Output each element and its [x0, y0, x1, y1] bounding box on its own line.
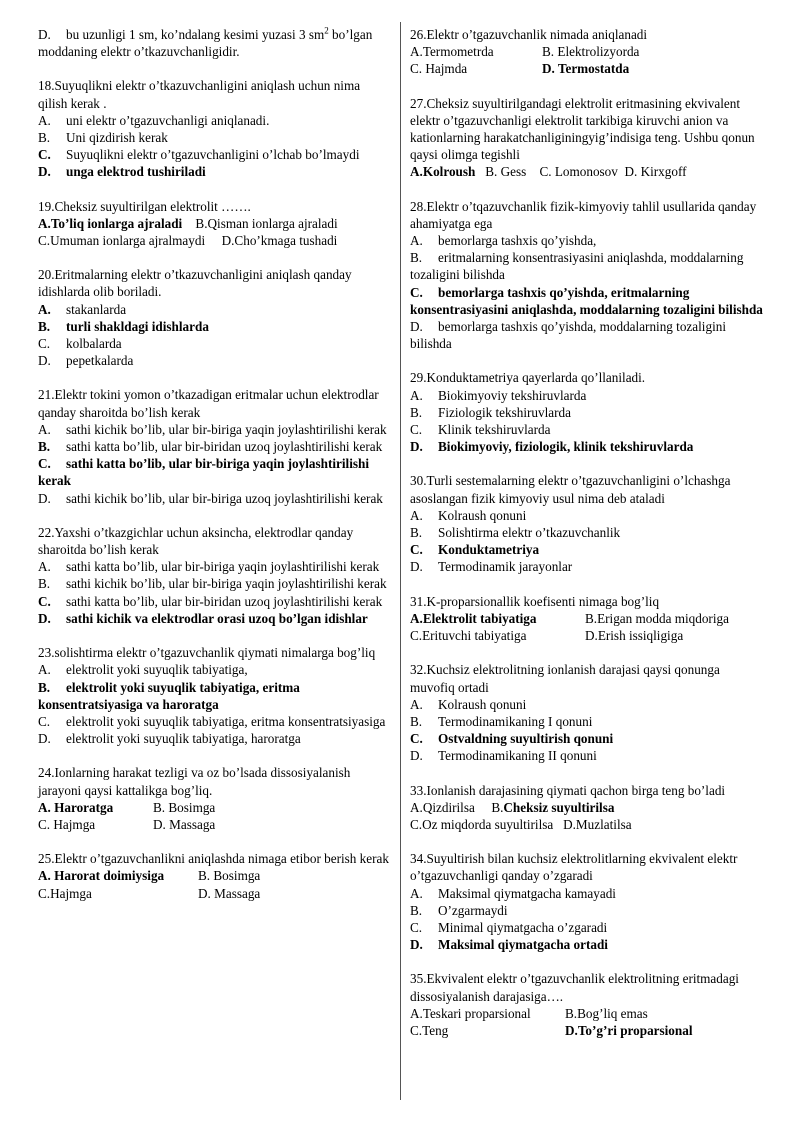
- option-d-correct: [38, 163, 390, 180]
- option-letter: B.: [38, 679, 51, 695]
- option-text: bu uzunligi 1 sm, ko’ndalang kesimi yuzasi 3 sm: [66, 27, 325, 42]
- option-c-correct: [410, 730, 766, 747]
- option-a-correct: A.To’liq ionlarga ajraladi: [38, 215, 183, 231]
- options-row-2: [410, 1022, 766, 1039]
- question-text: 25.Elektr o’tgazuvchanlikni aniqlashda nimaga etibor berish kerak: [38, 851, 389, 867]
- option-letter: D.: [38, 490, 51, 506]
- question-text: 20.Eritmalarning elektr o’tkazuvchanligini aniqlash qanday idishlarda olib boriladi.: [38, 267, 352, 300]
- option-c: C.Oz miqdorda suyultirilsa: [410, 816, 554, 832]
- options-row-2: [410, 627, 766, 644]
- option-a: [38, 301, 390, 318]
- option-letter: A.: [38, 559, 51, 575]
- option-letter: B.: [38, 576, 51, 592]
- option-letter: C.: [410, 731, 423, 747]
- option-letter: C.: [38, 336, 51, 352]
- option-c: [38, 593, 390, 610]
- option-b-correct: [38, 679, 390, 713]
- option-text: sathi kichik bo’lib, ular bir-biriga uzoq joylashtirilishi kerak: [66, 490, 383, 506]
- option-c: C.Umuman ionlarga ajralmaydi: [38, 233, 206, 249]
- question-text: 28.Elektr o’tqazuvchanlik fizik-kimyoviy tahlil usullarida qanday ahamiyatga ega: [410, 198, 757, 231]
- option-b: B. Bosimga: [198, 868, 261, 884]
- option-b: [410, 249, 766, 283]
- option-letter: D.: [38, 353, 51, 369]
- question-text: 24.Ionlarning harakat tezligi va oz bo’lsada dissosiyalanish jarayoni qaysi kattalikga bog’liq.: [38, 765, 351, 798]
- option-letter: C.: [410, 284, 423, 300]
- option-d: D.Muzlatilsa: [563, 816, 632, 832]
- option-letter: B.: [38, 439, 51, 455]
- question-33: [410, 782, 766, 834]
- options-row-2: [38, 885, 390, 902]
- question-20: [38, 266, 390, 369]
- option-a-correct: A. Harorat doimiysiga: [38, 868, 165, 884]
- option-text: sathi kichik bo’lib, ular bir-biriga yaqin joylashtirilishi kerak: [66, 421, 387, 437]
- question-24: [38, 764, 390, 833]
- option-d-correct: D.To’g’ri proparsional: [565, 1022, 693, 1038]
- option-b-prefix: B.: [491, 799, 504, 815]
- question-text: 29.Konduktametriya qayerlarda qo’llaniladi.: [410, 370, 646, 386]
- question-text: 33.Ionlanish darajasining qiymati qachon birga teng bo’ladi: [410, 782, 726, 798]
- option-text: eritmalarning konsentrasiyasini aniqlashda, moddalarning tozaligini bilishda: [410, 250, 744, 283]
- option-d: D.Erish issiqligiga: [585, 628, 684, 644]
- option-d: [38, 490, 390, 507]
- option-a-correct: A. Haroratga: [38, 799, 114, 815]
- option-text: Maksimal qiymatgacha kamayadi: [438, 885, 616, 901]
- option-letter: A.: [410, 507, 423, 523]
- option-b: B. Bosimga: [153, 799, 216, 815]
- option-c-correct: [410, 541, 766, 558]
- options-row: [410, 163, 766, 180]
- question-text: 21.Elektr tokini yomon o’tkazadigan eritmalar uchun elektrodlar qanday sharoitda bo’lish kerak: [38, 387, 379, 420]
- option-b-correct: Cheksiz suyultirilsa: [503, 799, 615, 815]
- option-letter: D.: [38, 164, 51, 180]
- option-text: Biokimyoviy, fiziologik, klinik tekshiruvlarda: [438, 439, 694, 455]
- option-a: A.Teskari proparsional: [410, 1005, 531, 1021]
- option-d-correct: [410, 438, 766, 455]
- option-b: B.Erigan modda miqdoriga: [585, 610, 729, 626]
- option-b: B.Bog’liq emas: [565, 1005, 648, 1021]
- option-letter: D.: [410, 559, 423, 575]
- option-letter: A.: [38, 301, 51, 317]
- question-34: [410, 850, 766, 953]
- option-c-correct: [410, 284, 766, 318]
- option-a: [38, 421, 390, 438]
- option-text: Fiziologik tekshiruvlarda: [438, 404, 571, 420]
- question-28: [410, 198, 766, 353]
- option-d: D.Cho’kmaga tushadi: [221, 233, 338, 249]
- question-26: [410, 26, 766, 78]
- option-a-correct: A.Kolroush: [410, 164, 476, 180]
- option-a: [38, 661, 390, 678]
- option-letter: C.: [410, 422, 423, 438]
- option-d: [38, 352, 390, 369]
- option-a: [38, 558, 390, 575]
- option-text: sathi kichik bo’lib, ular bir-biriga yaqin joylashtirilishi kerak: [66, 576, 387, 592]
- option-text: elektrolit yoki suyuqlik tabiyatiga,: [66, 662, 248, 678]
- option-letter: C.: [38, 456, 51, 472]
- question-27: [410, 95, 766, 181]
- option-text: Termodinamikaning I qonuni: [438, 713, 593, 729]
- option-b: [410, 713, 766, 730]
- option-letter: B.: [38, 318, 51, 334]
- option-d: D. Kirxgoff: [624, 164, 687, 180]
- option-d: [410, 747, 766, 764]
- question-35: [410, 970, 766, 1039]
- question-30: [410, 472, 766, 575]
- question-21: [38, 386, 390, 506]
- option-text: turli shakldagi idishlarda: [66, 318, 209, 334]
- options-row-2: [38, 232, 390, 249]
- option-c: C.Hajmga: [38, 885, 92, 901]
- option-letter: D.: [410, 748, 423, 764]
- option-letter: B.: [410, 713, 423, 729]
- option-letter: A.: [410, 387, 423, 403]
- options-row-1: [38, 799, 390, 816]
- question-17-continuation: [38, 26, 390, 60]
- option-d: D. Massaga: [153, 816, 216, 832]
- option-c: [410, 919, 766, 936]
- option-text: Biokimyoviy tekshiruvlarda: [438, 387, 587, 403]
- option-text: Konduktametriya: [438, 542, 540, 558]
- option-text: Maksimal qiymatgacha ortadi: [438, 937, 608, 953]
- option-letter: B.: [410, 404, 423, 420]
- option-letter: D.: [38, 731, 51, 747]
- option-text: Kolraush qonuni: [438, 696, 527, 712]
- option-text: kolbalarda: [66, 336, 122, 352]
- option-b: [38, 129, 390, 146]
- option-d-correct: D. Termostatda: [542, 61, 630, 77]
- option-c-correct: [38, 455, 390, 489]
- options-row-1: [38, 215, 390, 232]
- option-letter: A.: [38, 662, 51, 678]
- question-32: [410, 661, 766, 764]
- option-d: [410, 318, 766, 352]
- question-29: [410, 369, 766, 455]
- option-letter: D.: [410, 439, 423, 455]
- question-19: [38, 198, 390, 250]
- option-text: elektrolit yoki suyuqlik tabiyatiga, eritma konsentratsiyasiga: [66, 713, 386, 729]
- option-letter: B.: [410, 250, 423, 266]
- option-letter: A.: [410, 696, 423, 712]
- question-31: [410, 593, 766, 645]
- question-23: [38, 644, 390, 747]
- option-text: Suyuqlikni elektr o’tgazuvchanligini o’lchab bo’lmaydi: [66, 147, 360, 163]
- option-text: uni elektr o’tgazuvchanligi aniqlanadi.: [66, 112, 270, 128]
- option-text: sathi katta bo’lib, ular bir-biriga yaqin joylashtirilishi kerak: [38, 456, 369, 489]
- option-letter: D.: [410, 937, 423, 953]
- option-a: A.Termometrda: [410, 44, 494, 60]
- option-text: Ostvaldning suyultirish qonuni: [438, 731, 614, 747]
- option-letter: A.: [38, 112, 51, 128]
- option-text: elektrolit yoki suyuqlik tabiyatiga, eritma konsentratsiyasiga va haroratga: [38, 679, 300, 712]
- option-letter: A.: [38, 421, 51, 437]
- option-text: sathi kichik va elektrodlar orasi uzoq bo’lgan idishlar: [66, 610, 368, 626]
- option-c: C. Hajmga: [38, 816, 96, 832]
- option-letter: C.: [38, 147, 51, 163]
- option-d: [38, 730, 390, 747]
- option-b: B. Elektrolizyorda: [542, 44, 640, 60]
- option-c: [38, 146, 390, 163]
- option-letter: C.: [410, 542, 423, 558]
- question-22: [38, 524, 390, 627]
- option-b: [410, 902, 766, 919]
- question-text: 35.Ekvivalent elektr o’tgazuvchanlik elektrolitning eritmadagi dissosiyalanish darajasiga….: [410, 971, 739, 1004]
- option-text: sathi katta bo’lib, ular bir-biridan uzoq joylashtirilishi kerak: [66, 593, 383, 609]
- option-text: bo’lgan moddaning elektr o’tkazuvchanligidir.: [38, 27, 373, 60]
- question-text: 18.Suyuqlikni elektr o’tkazuvchanligini aniqlash uchun nima qilish kerak .: [38, 78, 361, 111]
- question-18: [38, 77, 390, 180]
- option-letter: A.: [410, 233, 423, 249]
- option-text: stakanlarda: [66, 301, 127, 317]
- option-c: [410, 421, 766, 438]
- option-a: [410, 696, 766, 713]
- option-b: B.Qisman ionlarga ajraladi: [195, 215, 338, 231]
- column-divider: [400, 22, 401, 1100]
- option-a: [410, 885, 766, 902]
- option-c: C. Hajmda: [410, 61, 468, 77]
- question-text: 27.Cheksiz suyultirilgandagi elektrolit eritmasining ekvivalent elektr o’tgazuvchanligi elektrolit tarkibiga kiruvchi anion va kationlarning harakatchanliginingyig’indisiga teng. Ushbu qonun qaysi olimga tegishli: [410, 95, 755, 163]
- option-text: D.: [38, 27, 51, 42]
- option-b: B. Gess: [485, 164, 527, 180]
- options-row-1: [410, 43, 766, 60]
- option-text: 2: [324, 25, 329, 36]
- option-a: [410, 232, 766, 249]
- option-letter: C.: [410, 919, 423, 935]
- option-a: [38, 112, 390, 129]
- left-column: [38, 26, 390, 919]
- question-text: 22.Yaxshi o’tkazgichlar uchun aksincha, elektrodlar qanday sharoitda bo’lish kerak: [38, 524, 354, 558]
- option-letter: C.: [38, 593, 51, 609]
- option-text: sathi katta bo’lib, ular bir-biriga yaqin joylashtirilishi kerak: [66, 559, 380, 575]
- options-row-1: [410, 610, 766, 627]
- option-letter: B.: [410, 902, 423, 918]
- option-b: [38, 575, 390, 592]
- option-b: [410, 524, 766, 541]
- option-b: [410, 404, 766, 421]
- question-text: 30.Turli sestemalarning elektr o’tgazuvchanligini o’lchashga asoslangan fizik kimyoviy usul nima deb ataladi: [410, 473, 731, 506]
- option-text: Termodinamikaning II qonuni: [438, 748, 597, 764]
- option-text: Klinik tekshiruvlarda: [438, 422, 551, 438]
- options-row-2: [410, 60, 766, 77]
- question-text: 23.solishtirma elektr o’tgazuvchanlik qiymati nimalarga bog’liq: [38, 645, 376, 661]
- option-text: Solishtirma elektr o’tkazuvchanlik: [438, 525, 621, 541]
- options-row-1: [38, 867, 390, 884]
- question-25: [38, 850, 390, 902]
- option-c: C.Teng: [410, 1022, 449, 1038]
- option-letter: D.: [38, 610, 51, 626]
- option-b: [38, 438, 390, 455]
- option-d: D. Massaga: [198, 885, 261, 901]
- options-row-2: [410, 816, 766, 833]
- option-letter: B.: [410, 525, 423, 541]
- option-letter: A.: [410, 885, 423, 901]
- option-text: Uni qizdirish kerak: [66, 130, 168, 146]
- question-text: 34.Suyultirish bilan kuchsiz elektrolitlarning ekvivalent elektr o’tgazuvchanligi qanday o’zgaradi: [410, 851, 738, 884]
- question-text: 26.Elektr o’tgazuvchanlik nimada aniqlanadi: [410, 27, 648, 42]
- option-letter: D.: [410, 319, 423, 335]
- option-text: Minimal qiymatgacha o’zgaradi: [438, 919, 608, 935]
- question-text: 19.Cheksiz suyultirilgan elektrolit …….: [38, 198, 251, 214]
- option-c: C.Erituvchi tabiyatiga: [410, 628, 527, 644]
- option-letter: B.: [38, 130, 51, 146]
- option-b-correct: [38, 318, 390, 335]
- option-a: A.Qizdirilsa: [410, 799, 475, 815]
- question-text: 31.K-proparsionallik koefisenti nimaga bog’liq: [410, 593, 660, 609]
- option-c: [38, 713, 390, 730]
- right-column: [410, 26, 766, 1056]
- option-letter: C.: [38, 713, 51, 729]
- option-text: Kolraush qonuni: [438, 507, 527, 523]
- option-a: [410, 387, 766, 404]
- option-a: [410, 507, 766, 524]
- options-row-1: [410, 1005, 766, 1022]
- option-d: [38, 26, 390, 60]
- option-text: pepetkalarda: [66, 353, 134, 369]
- option-text: O’zgarmaydi: [438, 902, 508, 918]
- option-text: sathi katta bo’lib, ular bir-biridan uzoq joylashtirilishi kerak: [66, 439, 383, 455]
- option-text: Termodinamik jarayonlar: [438, 559, 573, 575]
- options-row-1: [410, 799, 766, 816]
- option-text: bemorlarga tashxis qo’yishda, eritmalarning konsentrasiyasini aniqlashda, moddalarning tozaligini bilishda: [410, 284, 763, 317]
- option-text: elektrolit yoki suyuqlik tabiyatiga, haroratga: [66, 731, 301, 747]
- option-a-correct: A.Elektrolit tabiyatiga: [410, 610, 537, 626]
- option-text: bemorlarga tashxis qo’yishda, moddalarning tozaligini bilishda: [410, 319, 726, 352]
- options-row-2: [38, 816, 390, 833]
- option-text: bemorlarga tashxis qo’yishda,: [438, 233, 597, 249]
- option-d: [410, 558, 766, 575]
- option-text: unga elektrod tushiriladi: [66, 164, 206, 180]
- option-d-correct: [38, 610, 390, 627]
- question-text: 32.Kuchsiz elektrolitning ionlanish darajasi qaysi qonunga muvofiq ortadi: [410, 662, 720, 695]
- option-c: [38, 335, 390, 352]
- option-d-correct: [410, 936, 766, 953]
- option-c: C. Lomonosov: [539, 164, 618, 180]
